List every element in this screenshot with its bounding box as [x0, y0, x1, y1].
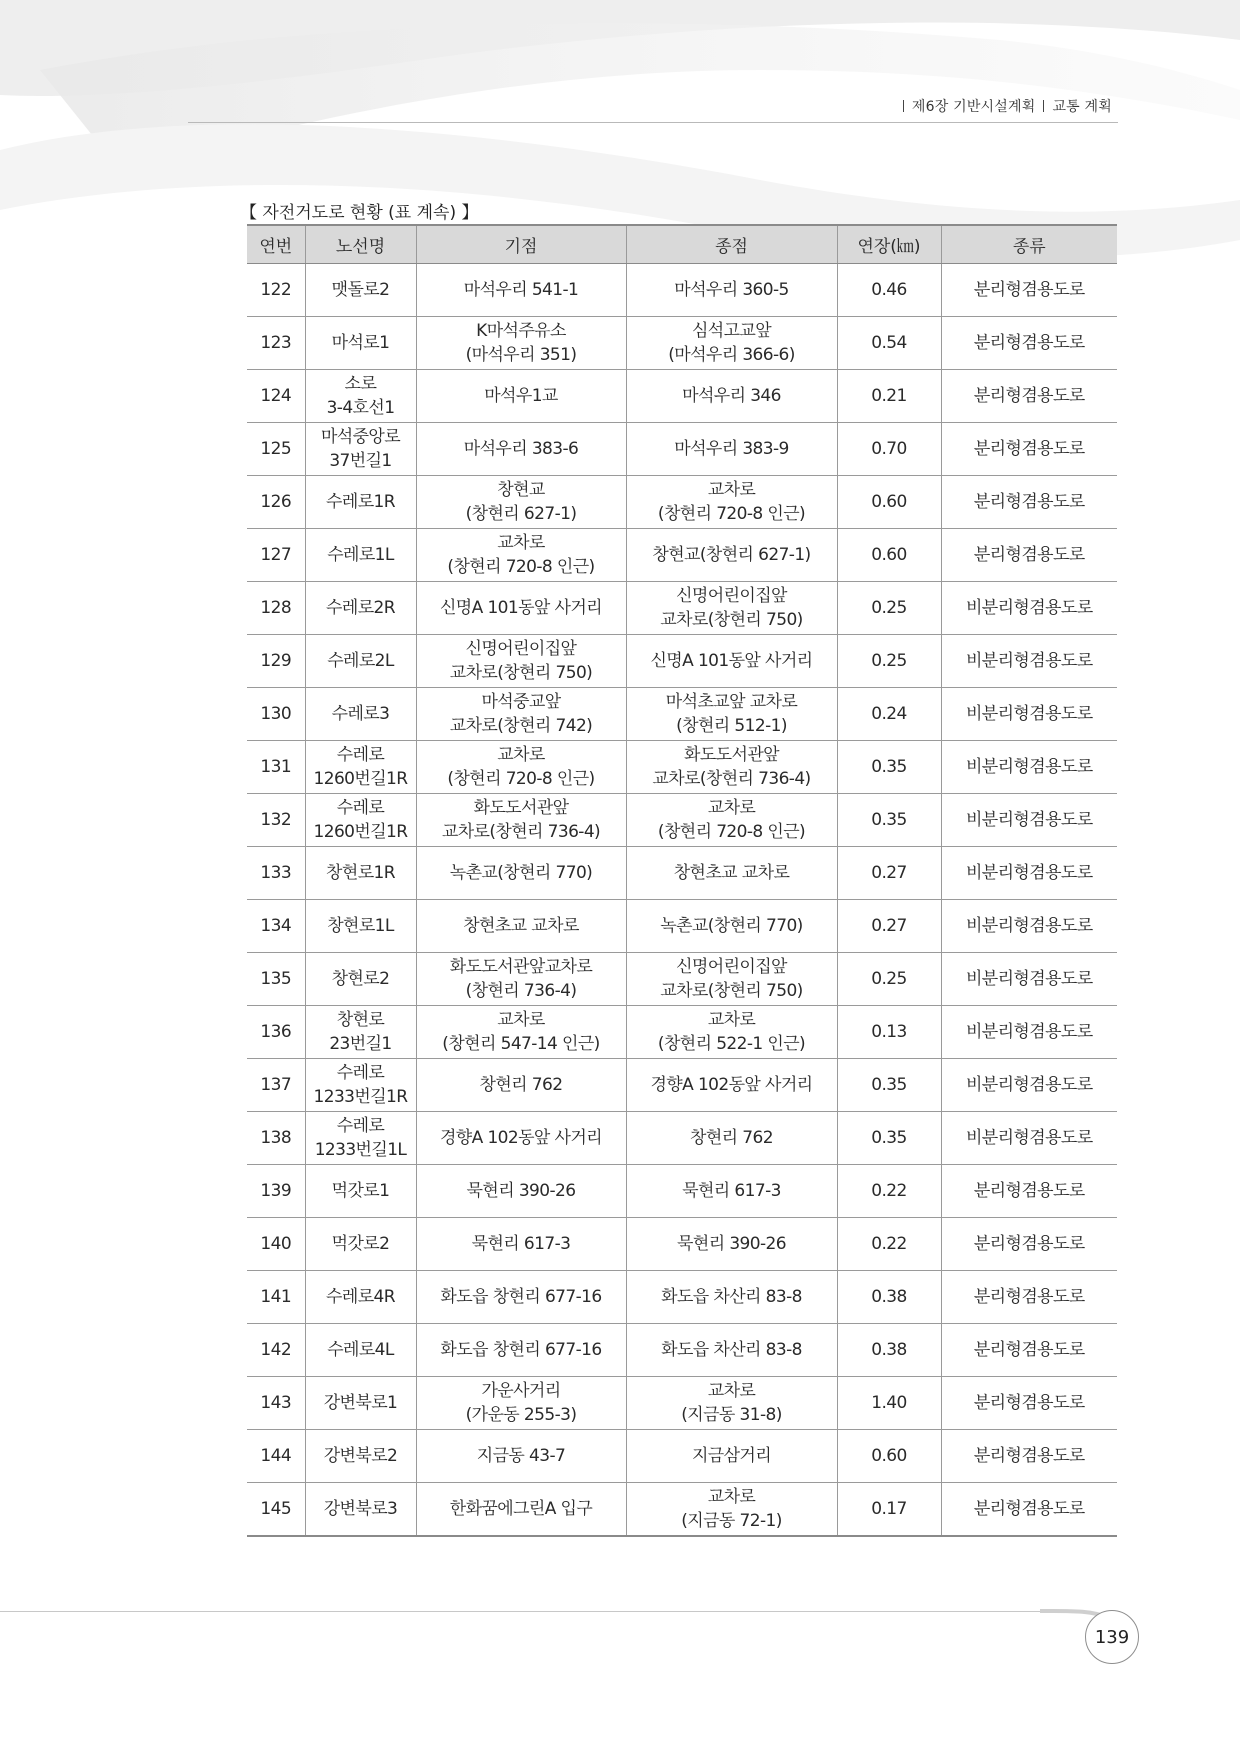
cell-start-point: 마석우리 541-1	[416, 264, 626, 317]
bike-road-table	[247, 224, 1117, 1537]
cell-number: 137	[247, 1059, 305, 1112]
cell-number: 126	[247, 476, 305, 529]
cell-type: 분리형겸용도로	[941, 529, 1117, 582]
cell-start-point: 가운사거리 (가운동 255-3)	[416, 1377, 626, 1430]
cell-type: 분리형겸용도로	[941, 476, 1117, 529]
cell-length: 0.38	[837, 1271, 941, 1324]
table-row	[247, 794, 1117, 847]
cell-start-point: 경향A 102동앞 사거리	[416, 1112, 626, 1165]
cell-type: 비분리형겸용도로	[941, 1059, 1117, 1112]
cell-type: 분리형겸용도로	[941, 423, 1117, 476]
cell-length: 0.25	[837, 582, 941, 635]
header-chapter: 제6장 기반시설계획	[911, 99, 1036, 115]
cell-number: 127	[247, 529, 305, 582]
cell-route-name: 창현로 23번길1	[305, 1006, 416, 1059]
cell-length: 0.46	[837, 264, 941, 317]
cell-route-name: 수레로4R	[305, 1271, 416, 1324]
cell-route-name: 수레로2R	[305, 582, 416, 635]
cell-number: 130	[247, 688, 305, 741]
cell-start-point: 화도읍 창현리 677-16	[416, 1271, 626, 1324]
cell-end-point: 화도읍 차산리 83-8	[626, 1271, 837, 1324]
cell-type: 비분리형겸용도로	[941, 1006, 1117, 1059]
cell-start-point: 화도도서관앞교차로 (창현리 736-4)	[416, 953, 626, 1006]
cell-end-point: 창현교(창현리 627-1)	[626, 529, 837, 582]
cell-end-point: 창현초교 교차로	[626, 847, 837, 900]
cell-number: 134	[247, 900, 305, 953]
cell-length: 0.24	[837, 688, 941, 741]
column-header: 종류	[941, 225, 1117, 264]
cell-route-name: 수레로1R	[305, 476, 416, 529]
cell-type: 분리형겸용도로	[941, 1483, 1117, 1537]
cell-number: 123	[247, 317, 305, 370]
cell-route-name: 수레로4L	[305, 1324, 416, 1377]
cell-end-point: 교차로 (지금동 72-1)	[626, 1483, 837, 1537]
table-row	[247, 1112, 1117, 1165]
cell-route-name: 먹갓로1	[305, 1165, 416, 1218]
cell-route-name: 창현로1R	[305, 847, 416, 900]
table-row	[247, 1059, 1117, 1112]
cell-end-point: 신명A 101동앞 사거리	[626, 635, 837, 688]
cell-type: 비분리형겸용도로	[941, 688, 1117, 741]
cell-route-name: 마석로1	[305, 317, 416, 370]
table-row	[247, 370, 1117, 423]
cell-start-point: 마석우1교	[416, 370, 626, 423]
cell-number: 139	[247, 1165, 305, 1218]
table-row	[247, 1483, 1117, 1537]
cell-end-point: 녹촌교(창현리 770)	[626, 900, 837, 953]
table-caption: 【 자전거도로 현황 (표 계속) 】	[240, 203, 479, 223]
cell-start-point: 교차로 (창현리 720-8 인근)	[416, 529, 626, 582]
cell-length: 0.35	[837, 794, 941, 847]
cell-length: 0.25	[837, 635, 941, 688]
cell-end-point: 신명어린이집앞 교차로(창현리 750)	[626, 582, 837, 635]
cell-type: 비분리형겸용도로	[941, 741, 1117, 794]
table-row	[247, 264, 1117, 317]
cell-route-name: 수레로2L	[305, 635, 416, 688]
cell-type: 비분리형겸용도로	[941, 635, 1117, 688]
cell-end-point: 심석고교앞 (마석우리 366-6)	[626, 317, 837, 370]
cell-number: 131	[247, 741, 305, 794]
cell-start-point: 녹촌교(창현리 770)	[416, 847, 626, 900]
cell-type: 분리형겸용도로	[941, 264, 1117, 317]
table-header-row	[247, 225, 1117, 264]
cell-start-point: 창현교 (창현리 627-1)	[416, 476, 626, 529]
table-row	[247, 1324, 1117, 1377]
column-header: 종점	[626, 225, 837, 264]
table-row	[247, 476, 1117, 529]
cell-number: 135	[247, 953, 305, 1006]
cell-type: 분리형겸용도로	[941, 1271, 1117, 1324]
cell-length: 0.27	[837, 900, 941, 953]
cell-start-point: 창현리 762	[416, 1059, 626, 1112]
header-separator	[903, 100, 904, 112]
cell-type: 분리형겸용도로	[941, 370, 1117, 423]
cell-start-point: 한화꿈에그린A 입구	[416, 1483, 626, 1537]
cell-type: 분리형겸용도로	[941, 1377, 1117, 1430]
cell-route-name: 맷돌로2	[305, 264, 416, 317]
cell-type: 분리형겸용도로	[941, 317, 1117, 370]
cell-type: 비분리형겸용도로	[941, 953, 1117, 1006]
cell-type: 비분리형겸용도로	[941, 1112, 1117, 1165]
cell-start-point: 마석우리 383-6	[416, 423, 626, 476]
cell-end-point: 묵현리 390-26	[626, 1218, 837, 1271]
column-header: 연장(㎞)	[837, 225, 941, 264]
cell-length: 1.40	[837, 1377, 941, 1430]
cell-length: 0.35	[837, 1059, 941, 1112]
table-row	[247, 317, 1117, 370]
cell-length: 0.35	[837, 741, 941, 794]
cell-number: 129	[247, 635, 305, 688]
cell-start-point: 신명어린이집앞 교차로(창현리 750)	[416, 635, 626, 688]
cell-number: 144	[247, 1430, 305, 1483]
cell-type: 분리형겸용도로	[941, 1324, 1117, 1377]
header-separator	[1043, 100, 1044, 112]
cell-route-name: 수레로1L	[305, 529, 416, 582]
page-number: 139	[1085, 1610, 1139, 1664]
table-row	[247, 1430, 1117, 1483]
cell-length: 0.35	[837, 1112, 941, 1165]
cell-end-point: 교차로 (창현리 720-8 인근)	[626, 794, 837, 847]
cell-number: 125	[247, 423, 305, 476]
footer-rule	[0, 1611, 1080, 1612]
cell-length: 0.22	[837, 1218, 941, 1271]
cell-route-name: 소로 3-4호선1	[305, 370, 416, 423]
cell-number: 140	[247, 1218, 305, 1271]
page-header	[895, 96, 1112, 116]
table-body	[247, 264, 1117, 1537]
cell-route-name: 강변북로1	[305, 1377, 416, 1430]
cell-number: 142	[247, 1324, 305, 1377]
cell-length: 0.22	[837, 1165, 941, 1218]
cell-number: 128	[247, 582, 305, 635]
cell-number: 145	[247, 1483, 305, 1537]
table-row	[247, 1271, 1117, 1324]
table-row	[247, 529, 1117, 582]
cell-type: 분리형겸용도로	[941, 1430, 1117, 1483]
cell-type: 비분리형겸용도로	[941, 847, 1117, 900]
cell-length: 0.54	[837, 317, 941, 370]
table-row	[247, 1006, 1117, 1059]
cell-start-point: 화도도서관앞 교차로(창현리 736-4)	[416, 794, 626, 847]
cell-start-point: 화도읍 창현리 677-16	[416, 1324, 626, 1377]
cell-start-point: 신명A 101동앞 사거리	[416, 582, 626, 635]
cell-end-point: 화도도서관앞 교차로(창현리 736-4)	[626, 741, 837, 794]
cell-type: 분리형겸용도로	[941, 1165, 1117, 1218]
cell-number: 141	[247, 1271, 305, 1324]
cell-route-name: 먹갓로2	[305, 1218, 416, 1271]
cell-end-point: 화도읍 차산리 83-8	[626, 1324, 837, 1377]
cell-length: 0.13	[837, 1006, 941, 1059]
cell-route-name: 창현로2	[305, 953, 416, 1006]
footer-curve-decoration	[1040, 1580, 1240, 1660]
cell-number: 122	[247, 264, 305, 317]
table-row	[247, 741, 1117, 794]
cell-length: 0.21	[837, 370, 941, 423]
cell-length: 0.25	[837, 953, 941, 1006]
cell-length: 0.60	[837, 529, 941, 582]
cell-end-point: 경향A 102동앞 사거리	[626, 1059, 837, 1112]
table-row	[247, 847, 1117, 900]
cell-route-name: 수레로 1233번길1R	[305, 1059, 416, 1112]
cell-number: 136	[247, 1006, 305, 1059]
cell-number: 124	[247, 370, 305, 423]
table-row	[247, 1165, 1117, 1218]
cell-route-name: 수레로 1260번길1R	[305, 741, 416, 794]
cell-number: 138	[247, 1112, 305, 1165]
cell-start-point: 묵현리 617-3	[416, 1218, 626, 1271]
cell-start-point: 묵현리 390-26	[416, 1165, 626, 1218]
column-header: 연번	[247, 225, 305, 264]
cell-type: 비분리형겸용도로	[941, 900, 1117, 953]
cell-start-point: K마석주유소 (마석우리 351)	[416, 317, 626, 370]
cell-end-point: 마석우리 383-9	[626, 423, 837, 476]
cell-length: 0.60	[837, 1430, 941, 1483]
cell-length: 0.38	[837, 1324, 941, 1377]
table-row	[247, 582, 1117, 635]
cell-start-point: 교차로 (창현리 547-14 인근)	[416, 1006, 626, 1059]
cell-type: 비분리형겸용도로	[941, 582, 1117, 635]
cell-length: 0.17	[837, 1483, 941, 1537]
cell-start-point: 지금동 43-7	[416, 1430, 626, 1483]
cell-route-name: 강변북로2	[305, 1430, 416, 1483]
table-row	[247, 635, 1117, 688]
cell-end-point: 교차로 (창현리 720-8 인근)	[626, 476, 837, 529]
cell-end-point: 묵현리 617-3	[626, 1165, 837, 1218]
cell-route-name: 강변북로3	[305, 1483, 416, 1537]
cell-route-name: 수레로 1260번길1R	[305, 794, 416, 847]
column-header: 기점	[416, 225, 626, 264]
cell-number: 133	[247, 847, 305, 900]
cell-start-point: 창현초교 교차로	[416, 900, 626, 953]
cell-route-name: 마석중앙로 37번길1	[305, 423, 416, 476]
cell-end-point: 신명어린이집앞 교차로(창현리 750)	[626, 953, 837, 1006]
table-row	[247, 688, 1117, 741]
cell-end-point: 교차로 (창현리 522-1 인근)	[626, 1006, 837, 1059]
header-section: 교통 계획	[1052, 99, 1112, 115]
cell-route-name: 수레로3	[305, 688, 416, 741]
table-row	[247, 900, 1117, 953]
cell-start-point: 교차로 (창현리 720-8 인근)	[416, 741, 626, 794]
cell-end-point: 교차로 (지금동 31-8)	[626, 1377, 837, 1430]
cell-end-point: 마석초교앞 교차로 (창현리 512-1)	[626, 688, 837, 741]
cell-length: 0.70	[837, 423, 941, 476]
cell-type: 분리형겸용도로	[941, 1218, 1117, 1271]
cell-route-name: 수레로 1233번길1L	[305, 1112, 416, 1165]
table-row	[247, 423, 1117, 476]
cell-route-name: 창현로1L	[305, 900, 416, 953]
cell-length: 0.27	[837, 847, 941, 900]
table-row	[247, 1218, 1117, 1271]
cell-number: 143	[247, 1377, 305, 1430]
cell-number: 132	[247, 794, 305, 847]
header-rule	[188, 122, 1118, 123]
cell-length: 0.60	[837, 476, 941, 529]
cell-end-point: 마석우리 360-5	[626, 264, 837, 317]
cell-type: 비분리형겸용도로	[941, 794, 1117, 847]
column-header: 노선명	[305, 225, 416, 264]
cell-end-point: 마석우리 346	[626, 370, 837, 423]
table-row	[247, 953, 1117, 1006]
cell-start-point: 마석중교앞 교차로(창현리 742)	[416, 688, 626, 741]
table-row	[247, 1377, 1117, 1430]
cell-end-point: 창현리 762	[626, 1112, 837, 1165]
cell-end-point: 지금삼거리	[626, 1430, 837, 1483]
